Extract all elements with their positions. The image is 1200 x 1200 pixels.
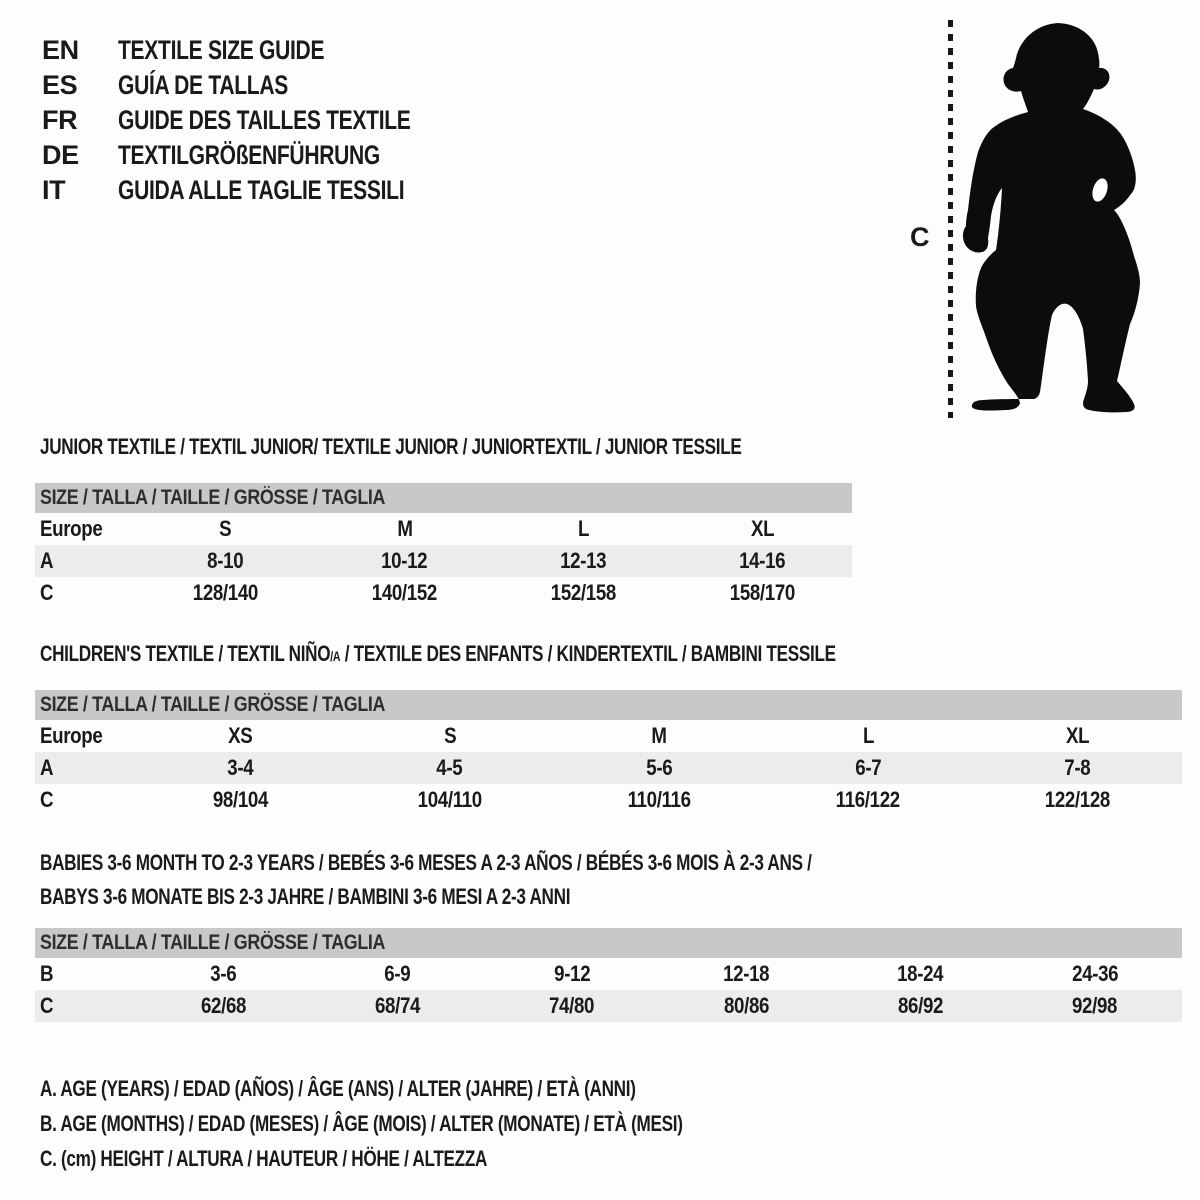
babies-section-title-line1 <box>40 850 1029 876</box>
language-row-es <box>42 68 493 103</box>
row-label: C <box>40 580 54 605</box>
row-label: A <box>35 752 136 784</box>
column-header: M <box>396 516 413 541</box>
table-header-bar <box>35 928 1182 958</box>
size-cell: 98/104 <box>213 787 269 812</box>
babies-size-table <box>35 928 1182 1022</box>
table-header-bar-text: SIZE / TALLA / TAILLE / GRÖSSE / TAGLIA <box>40 693 386 716</box>
size-cell: 3-4 <box>136 752 345 784</box>
table-header-bar <box>35 483 852 513</box>
size-cell: 10-12 <box>315 545 494 577</box>
language-label: GUÍA DE TALLAS <box>118 70 288 100</box>
table-header-bar-text: SIZE / TALLA / TAILLE / GRÖSSE / TAGLIA <box>40 931 386 954</box>
size-cell: 86/92 <box>833 990 1007 1022</box>
language-label: TEXTILGRÖßENFÜHRUNG <box>118 140 380 170</box>
size-cell: 68/74 <box>310 990 484 1022</box>
size-cell: 12-18 <box>723 961 770 986</box>
size-cell: 8-10 <box>136 545 315 577</box>
size-cell: 24-36 <box>1071 961 1118 986</box>
junior-section-title-text: JUNIOR TEXTILE / TEXTIL JUNIOR/ TEXTILE JUNIOR / JUNIORTEXTIL / JUNIOR TESSILE <box>40 434 742 459</box>
column-header: XL <box>1065 723 1089 748</box>
size-cell: 128/140 <box>192 580 259 605</box>
legend-line-c: C. (cm) HEIGHT / ALTURA / HAUTEUR / HÖHE / ALTEZZA <box>40 1146 488 1171</box>
children-section-title-text: CHILDREN'S TEXTILE / TEXTIL NIÑO/A / TEXTILE DES ENFANTS / KINDERTEXTIL / BAMBINI TESSILE <box>40 641 836 666</box>
size-cell: 9-12 <box>553 961 590 986</box>
size-cell: 12-13 <box>494 545 673 577</box>
row-label: C <box>40 787 54 812</box>
column-header: L <box>862 723 874 748</box>
height-measure-label: C <box>910 222 930 252</box>
language-code: DE <box>42 140 79 170</box>
children-size-table <box>35 690 1182 816</box>
legend-line-a: A. AGE (YEARS) / EDAD (AÑOS) / ÂGE (ANS) / ALTER (JAHRE) / ETÀ (ANNI) <box>40 1076 636 1101</box>
language-row-en <box>42 33 493 68</box>
size-cell: 116/122 <box>836 787 901 812</box>
language-label: GUIDA ALLE TAGLIE TESSILI <box>118 175 405 205</box>
table-header-bar-text: SIZE / TALLA / TAILLE / GRÖSSE / TAGLIA <box>40 486 386 509</box>
column-header: S <box>219 516 232 541</box>
region-label: Europe <box>40 723 103 748</box>
column-header: XL <box>750 516 775 541</box>
table-row <box>35 990 1182 1022</box>
table-row <box>35 545 852 577</box>
language-code: IT <box>42 175 66 205</box>
babies-section-title-line2 <box>40 884 720 910</box>
language-code: FR <box>42 105 78 135</box>
junior-section-title <box>40 434 939 460</box>
language-label: GUIDE DES TAILLES TEXTILE <box>118 105 411 135</box>
column-header: XS <box>228 723 253 748</box>
row-label: A <box>35 545 136 577</box>
toddler-silhouette-icon <box>945 20 1145 420</box>
column-header: L <box>577 516 590 541</box>
row-label: C <box>35 990 136 1022</box>
language-row-de <box>42 138 493 173</box>
measurement-legend <box>40 1071 864 1176</box>
language-code: ES <box>42 70 78 100</box>
size-cell: 152/158 <box>550 580 617 605</box>
table-row <box>35 752 1182 784</box>
table-row <box>35 958 1182 990</box>
size-cell: 4-5 <box>345 752 554 784</box>
size-cell: 104/110 <box>417 787 482 812</box>
size-cell: 74/80 <box>485 990 659 1022</box>
column-header: S <box>443 723 456 748</box>
language-row-it <box>42 173 493 208</box>
size-cell: 110/116 <box>627 787 691 812</box>
row-label: B <box>40 961 54 986</box>
table-row <box>35 784 1182 816</box>
size-cell: 62/68 <box>136 990 310 1022</box>
size-cell: 92/98 <box>1008 990 1182 1022</box>
size-cell: 158/170 <box>729 580 796 605</box>
children-section-title <box>40 641 1060 670</box>
size-cell: 80/86 <box>659 990 833 1022</box>
region-label: Europe <box>40 516 103 541</box>
table-row <box>35 577 852 609</box>
legend-line-b: B. AGE (MONTHS) / EDAD (MESES) / ÂGE (MOIS) / ALTER (MONATE) / ETÀ (MESI) <box>40 1111 683 1136</box>
babies-section-title-line1-text: BABIES 3-6 MONTH TO 2-3 YEARS / BEBÉS 3-6 MESES A 2-3 AÑOS / BÉBÉS 3-6 MOIS À 2-3 ANS / <box>40 850 812 875</box>
size-cell: 140/152 <box>371 580 438 605</box>
language-label: TEXTILE SIZE GUIDE <box>118 35 325 65</box>
size-cell: 14-16 <box>673 545 852 577</box>
language-code: EN <box>42 35 79 65</box>
table-header-bar <box>35 690 1182 720</box>
size-cell: 6-9 <box>384 961 411 986</box>
size-cell: 7-8 <box>973 752 1182 784</box>
size-cell: 5-6 <box>554 752 763 784</box>
language-title-list <box>42 33 493 208</box>
babies-section-title-line2-text: BABYS 3-6 MONATE BIS 2-3 JAHRE / BAMBINI 3-6 MESI A 2-3 ANNI <box>40 884 571 909</box>
size-cell: 3-6 <box>210 961 237 986</box>
size-cell: 122/128 <box>1044 787 1110 812</box>
language-row-fr <box>42 103 493 138</box>
junior-size-table <box>35 483 852 609</box>
size-cell: 18-24 <box>897 961 944 986</box>
size-cell: 6-7 <box>764 752 973 784</box>
column-header: M <box>651 723 667 748</box>
